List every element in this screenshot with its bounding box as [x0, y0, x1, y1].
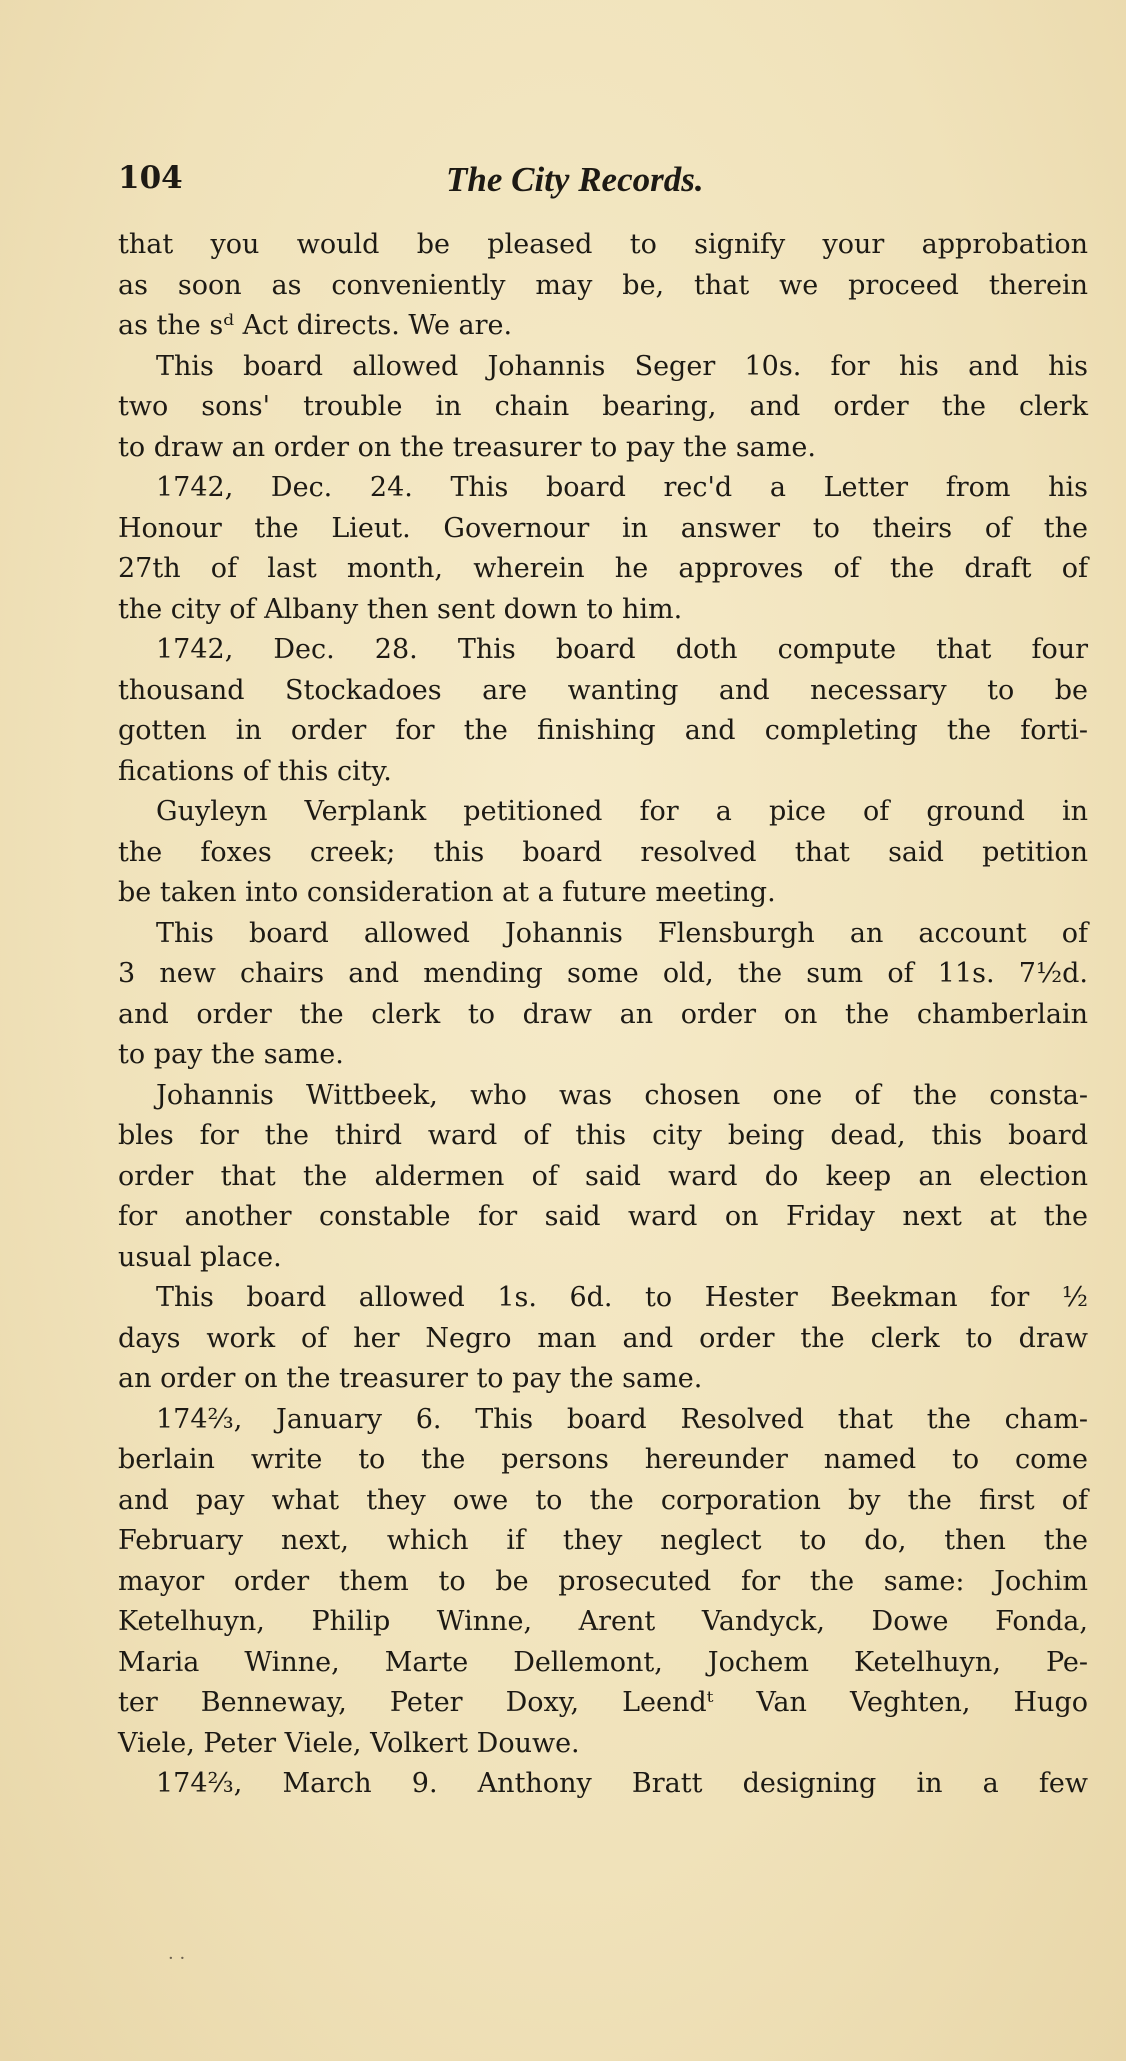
text-line: thousand Stockadoes are wanting and necessary to be [118, 674, 1088, 706]
text-line: to pay the same. [118, 1039, 344, 1070]
text-line: as soon as conveniently may be, that we proceed therein [118, 269, 1088, 301]
text-line: Guyleyn Verplank petitioned for a pice of ground in [156, 796, 1088, 827]
text-line: order that the aldermen of said ward do keep an election [118, 1160, 1088, 1192]
text-line: This board allowed 1s. 6d. to Hester Beekman for ½ [156, 1282, 1088, 1313]
running-title: The City Records. [446, 160, 704, 199]
text-line: for another constable for said ward on Friday next at the [118, 1201, 1088, 1232]
text-line: February next, which if they neglect to do, then the [118, 1525, 1088, 1556]
text-line: Viele, Peter Viele, Volkert Douwe. [118, 1727, 580, 1759]
text-line: as the sᵈ Act directs. We are. [118, 310, 513, 341]
text-line: mayor order them to be prosecuted for the same: Jochim [118, 1565, 1088, 1597]
text-line: the city of Albany then sent down to him. [118, 593, 683, 625]
stray-mark: · · [168, 1948, 186, 1969]
text-line: 174⅔, January 6. This board Resolved that the cham- [156, 1403, 1088, 1435]
text-line: Ketelhuyn, Philip Winne, Arent Vandyck, Dowe Fonda, [118, 1606, 1088, 1637]
text-line: gotten in order for the finishing and completing the forti- [118, 715, 1088, 746]
text-line: 3 new chairs and mending some old, the sum of 11s. 7½d. [118, 958, 1088, 989]
text-line: bles for the third ward of this city being dead, this board [118, 1120, 1088, 1151]
text-line: Johannis Wittbeek, who was chosen one of the consta- [156, 1079, 1088, 1111]
text-line: berlain write to the persons hereunder named to come [118, 1444, 1088, 1475]
text-line: Honour the Lieut. Governour in answer to theirs of the [118, 512, 1088, 544]
text-line: two sons' trouble in chain bearing, and order the clerk [118, 391, 1088, 422]
text-line: be taken into consideration at a future meeting. [118, 877, 776, 908]
text-line: days work of her Negro man and order the clerk to draw [118, 1322, 1088, 1354]
text-line: This board allowed Johannis Seger 10s. for his and his [156, 350, 1088, 382]
text-line: This board allowed Johannis Flensburgh an account of [156, 917, 1088, 949]
page-header [118, 160, 1118, 208]
text-line: and pay what they owe to the corporation by the first of [118, 1484, 1088, 1516]
body-text [118, 225, 1088, 1805]
text-line: ter Benneway, Peter Doxy, Leendᵗ Van Veghten, Hugo [118, 1687, 1088, 1718]
text-line: that you would be pleased to signify your approbation [118, 229, 1088, 260]
text-line: an order on the treasurer to pay the same. [118, 1363, 703, 1394]
text-line: fications of this city. [118, 755, 392, 787]
text-line: usual place. [118, 1241, 282, 1273]
text-line: to draw an order on the treasurer to pay the same. [118, 431, 816, 463]
text-line: and order the clerk to draw an order on the chamberlain [118, 998, 1088, 1030]
text-line: 174⅔, March 9. Anthony Bratt designing in a few [156, 1768, 1088, 1799]
text-line: 1742, Dec. 24. This board rec'd a Letter from his [156, 472, 1088, 503]
page-number: 104 [118, 160, 183, 196]
text-line: Maria Winne, Marte Dellemont, Jochem Ketelhuyn, Pe- [118, 1646, 1088, 1678]
text-line: the foxes creek; this board resolved that said petition [118, 836, 1088, 868]
text-line: 27th of last month, wherein he approves of the draft of [118, 553, 1088, 584]
text-line: 1742, Dec. 28. This board doth compute that four [156, 634, 1088, 665]
